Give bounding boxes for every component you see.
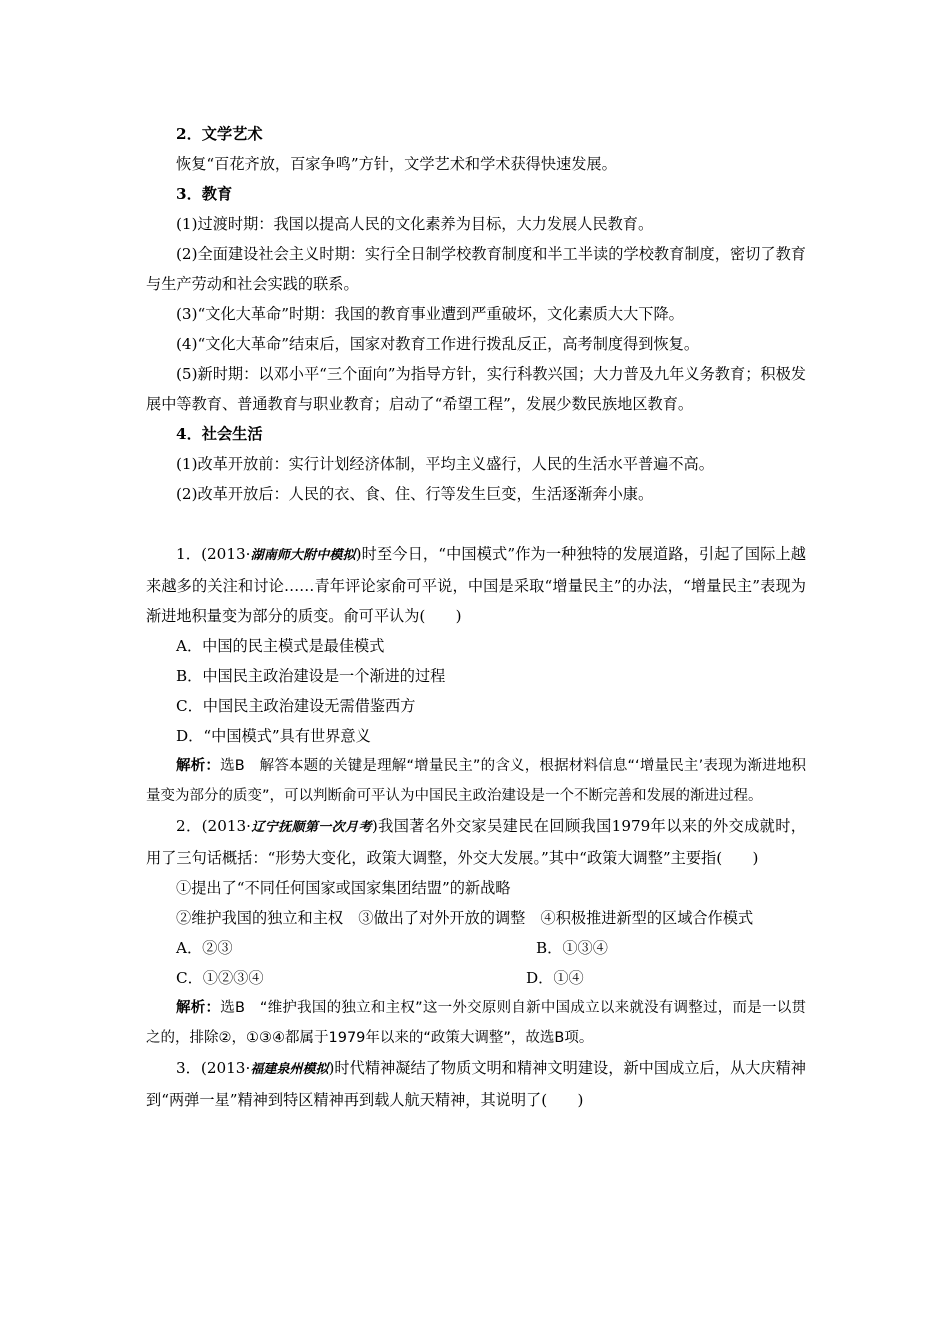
question-2-analysis [146,993,806,1053]
question-source: 湖南师大附中模拟 [250,548,356,563]
question-3-stem [146,1053,806,1115]
education-item: (1)过渡时期：我国以提高人民的文化素养为目标，大力发展人民教育。 [176,215,654,233]
question-text: )我国著名外交家吴建民在回顾我国1979年以来的外交成就时，用了三句话概括：“形势大变化，政策大调整，外交大发展。”其中“政策大调整”主要指( ) [146,817,806,867]
option-c: C．①②③④ [176,969,264,987]
education-item: (4)“文化大革命”结束后，国家对教育工作进行拨乱反正，高考制度得到恢复。 [176,335,700,353]
statement-1: ①提出了“不同任何国家或国家集团结盟”的新战略 [176,879,511,897]
question-number: 1．(2013· [176,545,251,563]
option-a: A．中国的民主模式是最佳模式 [176,637,385,655]
section-gap [146,509,806,539]
option-b: B．中国民主政治建设是一个渐进的过程 [176,667,446,685]
section-heading-education: 3．教育 [176,185,233,203]
statement-2-4: ②维护我国的独立和主权 ③做出了对外开放的调整 ④积极推进新型的区域合作模式 [176,909,754,927]
question-source: 辽宁抚顺第一次月考 [251,820,372,835]
social-item: (2)改革开放后：人民的衣、食、住、行等发生巨变，生活逐渐奔小康。 [176,485,654,503]
social-item: (1)改革开放前：实行计划经济体制，平均主义盛行，人民的生活水平普遍不高。 [176,455,714,473]
analysis-label: 解析： [176,758,221,774]
education-item: (5)新时期：以邓小平“三个面向”为指导方针，实行科教兴国；大力普及九年义务教育；积极发展中等教育、普通教育与职业教育；启动了“希望工程”，发展少数民族地区教育。 [146,365,806,413]
options-row-1 [146,933,806,963]
section-heading-culture: 2．文学艺术 [176,125,263,143]
option-d: D．①④ [526,969,584,987]
option-d: D．“中国模式”具有世界意义 [176,727,371,745]
question-1-stem [146,539,806,631]
options-row-2 [146,963,806,993]
option-a: A．②③ [176,939,233,957]
analysis-label: 解析： [176,1000,221,1016]
option-b: B．①③④ [536,939,608,957]
analysis-text: 选B “维护我国的独立和主权”这一外交原则自新中国成立以来就没有调整过，而是一以贯之的，排除②，①③④都属于1979年以来的“政策大调整”，故选B项。 [146,1000,807,1046]
question-2-stem [146,811,806,873]
question-source: 福建泉州模拟 [250,1062,329,1077]
education-item: (3)“文化大革命”时期：我国的教育事业遭到严重破坏，文化素质大大下降。 [176,305,684,323]
section-text-culture: 恢复“百花齐放，百家争鸣”方针，文学艺术和学术获得快速发展。 [176,155,617,173]
education-item: (2)全面建设社会主义时期：实行全日制学校教育制度和半工半读的学校教育制度，密切了教育与生产劳动和社会实践的联系。 [146,245,806,293]
question-text: )时至今日，“中国模式”作为一种独特的发展道路，引起了国际上越来越多的关注和讨论……青年评论家俞可平说，中国是采取“增量民主”的办法，“增量民主”表现为渐进地积量变为部分的质变。俞可平认为( ) [146,545,806,625]
section-heading-social: 4．社会生活 [176,425,263,443]
analysis-text: 选B 解答本题的关键是理解“增量民主”的含义，根据材料信息“‘增量民主’表现为渐进地积量变为部分的质变”，可以判断俞可平认为中国民主政治建设是一个不断完善和发展的渐进过程。 [146,758,807,804]
document-body [146,119,806,1115]
question-number: 3．(2013· [176,1059,251,1077]
question-number: 2．(2013· [176,817,252,835]
question-text: )时代精神凝结了物质文明和精神文明建设，新中国成立后，从大庆精神到“两弹一星”精神到特区精神再到载人航天精神，其说明了( ) [146,1059,806,1109]
question-1-analysis [146,751,806,811]
option-c: C．中国民主政治建设无需借鉴西方 [176,697,416,715]
